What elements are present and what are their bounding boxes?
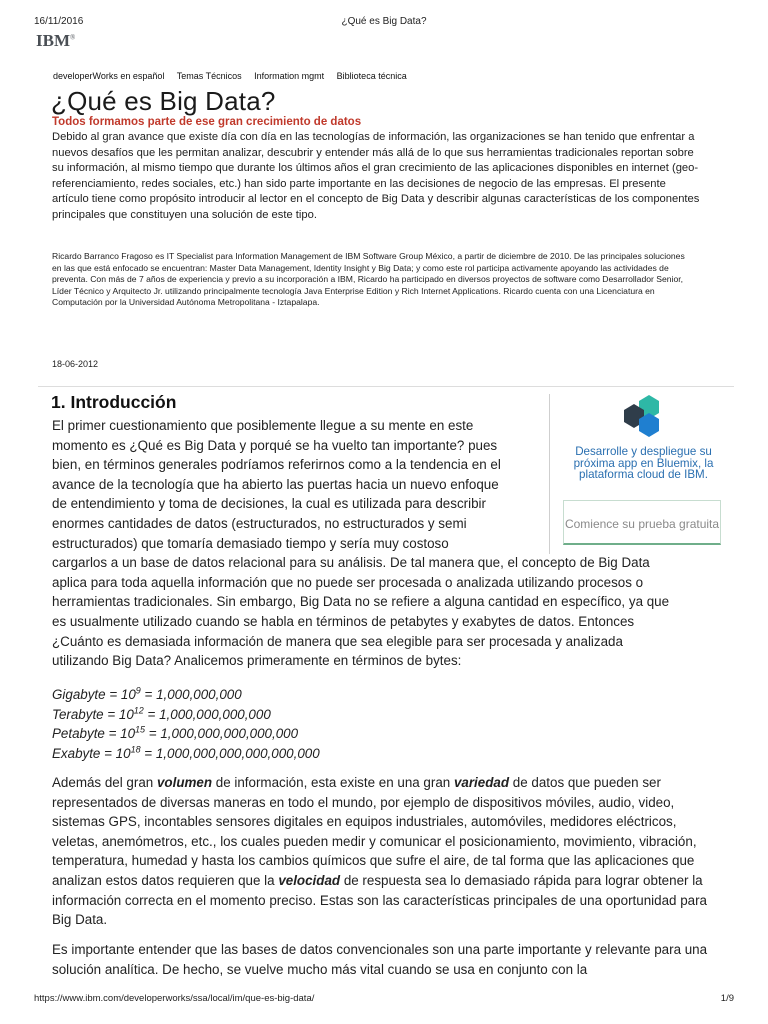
volumen-paragraph: Además del gran volumen de información, esta existe en una gran variedad de datos que pueden ser representados de diversas maneras en todo el mundo, por ejemplo de dispositivos móviles, audio, video, sistemas GPS, incontables sensores digitales en equipos industriales, automóviles, medidores eléctricos, veletas, anemómetros, etc., los cuales pueden medir y comunicar el posicionamiento, movimiento, vibración, temperatura, humedad y hasta los cambios químicos que sufre el aire, de tal forma que las aplicaciones que analizan estos datos requieren que la velocidad de respuesta sea lo demasiado rápida para lograr obtener la información correcta en el momento preciso. Estas son las características principales de una oportunidad para Big Data. (52, 775, 707, 928)
breadcrumb (53, 71, 417, 81)
intro-line: El primer cuestionamiento que posiblemente llegue a su mente en este (52, 418, 474, 433)
bases-paragraph: Es importante entender que las bases de datos convencionales son una parte importante y relevante para una solución analítica. De hecho, se vuelve mucho más vital cuando se usa en conjunto con la (52, 942, 708, 977)
article-subtitle: Todos formamos parte de ese gran crecimiento de datos (52, 116, 362, 128)
intro-line: estructurados) que tomaría demasiado tiempo y sería muy costoso (52, 535, 449, 551)
intro-line: de entendimiento y toma de decisiones, la cual es utilizada para describir (52, 496, 486, 512)
formula-row: Gigabyte = $10^9 = 1,000,000,000$ (52, 685, 242, 702)
print-date: 16/11/2016 (34, 16, 84, 27)
free-trial-button[interactable]: Comience su prueba gratuita (563, 500, 721, 545)
logo-registered-mark: ® (70, 33, 76, 42)
emphasis-variedad: variedad (453, 775, 510, 790)
emphasis-volumen: volumen (156, 775, 213, 790)
article-abstract: Debido al gran avance que existe día con día en las tecnologías de información, las organizaciones se han tenido que enfrentar a nuevos desafíos que les permitan analizar, descubrir y entender más allá de lo que sus herramientas tradicionales reportan sobre su información, al mismo tiempo que durante los últimos años el gran crecimiento de las aplicaciones disponibles en internet (geo-referenciamiento, redes sociales, etc.) han sido parte importante en las decisiones de negocio de las empresas. El presente artículo tiene como propósito introducir al lector en el concepto de Big Data y describir algunas características de los componentes principales que constituyen una solución de este tipo. (52, 131, 700, 221)
page-number: 1/9 (720, 993, 734, 1004)
print-header (34, 16, 734, 30)
promo-text[interactable]: Desarrolle y despliegue su próxima app en Bluemix, la plataforma cloud de IBM. (573, 445, 714, 481)
breadcrumb-item-developerworks[interactable]: developerWorks en español (53, 71, 165, 81)
intro-line: avance de la tecnología que ha abierto las puertas hacia un nuevo enfoque (52, 476, 499, 492)
print-footer (34, 993, 734, 1007)
intro-line: momento es ¿Qué es Big Data y porqué se ha vuelto tan importante? pues (52, 437, 498, 453)
intro-rest: cargarlos a un base de datos relacional para su análisis. De tal manera que, el concepto de Big Data aplica para toda aquella información que no puede ser procesada o analizada utilizando procesos o herramientas tradicionales. Sin embargo, Big Data no se refiere a alguna cantidad en específico, ya que es usualmente utilizado cuando se habla en términos de petabytes y exabytes de datos. Entonces ¿Cuánto es demasiada información de manera que sea elegible para ser procesada y analizada utilizando Big Data? Analicemos primeramente en términos de bytes: (52, 555, 670, 669)
section-divider (38, 386, 734, 387)
formula-row: Terabyte = $10^{12} = 1,000,000,000,000$ (52, 705, 271, 722)
intro-line: bien, en términos generales podríamos referirnos como a la tendencia en el (52, 457, 501, 473)
publication-date: 18-06-2012 (52, 359, 99, 369)
formula-row: Petabyte = $10^{15} = 1,000,000,000,000,000$ (52, 724, 299, 742)
page-title: ¿Qué es Big Data? (51, 86, 276, 116)
intro-line: enormes cantidades de datos (estructurados, no estructurados y semi (52, 515, 467, 531)
section-title: 1. Introducción (51, 392, 177, 412)
author-bio: Ricardo Barranco Fragoso es IT Specialist para Information Management de IBM Software Group México, a partir de diciembre de 2010. De las principales soluciones en las que está enfocado se encuentran: Master Data Management, Identity Insight y Big Data; y como este rol participa activamente apoyando las actividades de preventa. Con más de 7 años de experiencia y previo a su incorporación a IBM, Ricardo ha participado en diversos proyectos de software como Desarrollador Senior, Líder Técnico y Arquitecto Jr. utilizando principalmente tecnología Java Enterprise Edition y Rich Internet Applications. Ricardo cuenta con una Licenciatura en Computación por la Universidad Autónoma Metropolitana - Iztapalapa. (52, 251, 685, 308)
print-page-title: ¿Qué es Big Data? (341, 16, 427, 27)
ibm-logo[interactable] (36, 31, 75, 51)
bluemix-hexagon-icon (618, 394, 664, 438)
formula-row: Exabyte = $10^{18} = 1,000,000,000,000,000,000$ (52, 744, 320, 761)
breadcrumb-item-information-mgmt[interactable]: Information mgmt (254, 71, 325, 81)
breadcrumb-item-biblioteca-tecnica[interactable]: Biblioteca técnica (336, 71, 407, 81)
emphasis-velocidad: velocidad (278, 872, 341, 888)
logo-text: IBM (36, 31, 70, 50)
bluemix-promo (549, 394, 732, 554)
breadcrumb-item-temas-tecnicos[interactable]: Temas Técnicos (176, 71, 242, 81)
byte-formulas (52, 685, 320, 763)
print-url: https://www.ibm.com/developerworks/ssa/local/im/que-es-big-data/ (34, 993, 315, 1004)
